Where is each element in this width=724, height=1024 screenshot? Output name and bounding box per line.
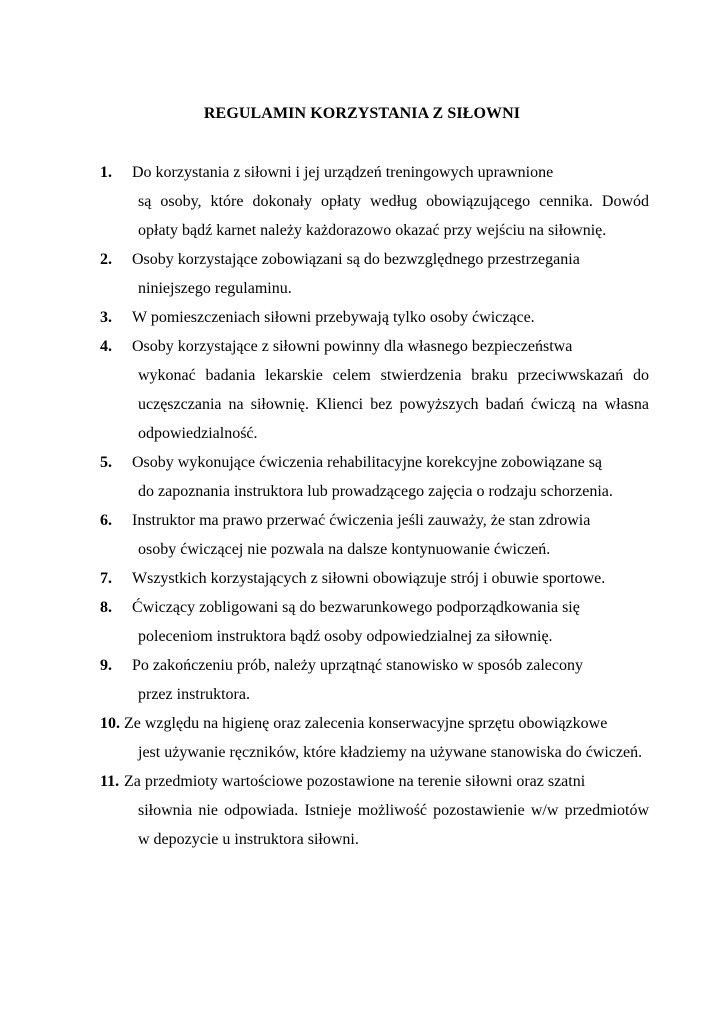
rule-item bbox=[100, 245, 649, 303]
rule-item bbox=[100, 332, 649, 448]
rule-first-line: Wszystkich korzystających z siłowni obowiązuje strój i obuwie sportowe. bbox=[132, 570, 606, 587]
rule-item bbox=[100, 506, 649, 564]
rule-text: siłownia nie odpowiada. Istnieje możliwość pozostawienie w/w przedmiotów w depozycie u instruktora siłowni. bbox=[138, 802, 649, 848]
rule-text: przez instruktora. bbox=[138, 686, 250, 703]
rule-first-line: Instruktor ma prawo przerwać ćwiczenia jeśli zauważy, że stan zdrowia bbox=[132, 512, 591, 529]
rule-item bbox=[100, 158, 649, 245]
rule-item bbox=[100, 303, 649, 332]
rule-number: 4. bbox=[100, 338, 112, 355]
rule-number: 5. bbox=[100, 454, 112, 471]
rule-first-line: Osoby korzystające z siłowni powinny dla własnego bezpieczeństwa bbox=[132, 338, 573, 355]
rule-text: niniejszego regulaminu. bbox=[138, 280, 292, 297]
rule-number: 7. bbox=[100, 570, 112, 587]
rule-first-line: Osoby korzystające zobowiązani są do bezwzględnego przestrzegania bbox=[132, 251, 580, 268]
page-title: REGULAMIN KORZYSTANIA Z SIŁOWNI bbox=[203, 105, 521, 122]
rule-number: 11. bbox=[100, 773, 120, 790]
rule-text: są osoby, które dokonały opłaty według obowiązującego cennika. Dowód opłaty bądź karnet należy każdorazowo okazać przy wejściu na siłownię. bbox=[138, 193, 649, 239]
rule-text: osoby ćwiczącej nie pozwala na dalsze kontynuowanie ćwiczeń. bbox=[138, 541, 551, 558]
rule-number: 3. bbox=[100, 309, 112, 326]
rule-text: wykonać badania lekarskie celem stwierdzenia braku przeciwwskazań do uczęszczania na siłownię. Klienci bez powyższych badań ćwiczą na własna odpowiedzialność. bbox=[138, 367, 649, 442]
rule-item bbox=[100, 564, 649, 593]
rule-first-line: Ze względu na higienę oraz zalecenia konserwacyjne sprzętu obowiązkowe bbox=[124, 715, 608, 732]
rule-first-line: Osoby wykonujące ćwiczenia rehabilitacyjne korekcyjne zobowiązane są bbox=[132, 454, 603, 471]
rule-item bbox=[100, 767, 649, 854]
rule-number: 10. bbox=[100, 715, 120, 732]
rule-text: jest używanie ręczników, które kładziemy na używane stanowiska do ćwiczeń. bbox=[138, 744, 643, 761]
rule-number: 8. bbox=[100, 599, 112, 616]
rule-item bbox=[100, 651, 649, 709]
rule-item bbox=[100, 448, 649, 506]
rule-first-line: Do korzystania z siłowni i jej urządzeń treningowych uprawnione bbox=[132, 164, 554, 181]
rule-item bbox=[100, 709, 649, 767]
rule-first-line: Ćwiczący zobligowani są do bezwarunkowego podporządkowania się bbox=[132, 599, 580, 616]
rule-text: do zapoznania instruktora lub prowadzącego zajęcia o rodzaju schorzenia. bbox=[138, 483, 613, 500]
rule-number: 1. bbox=[100, 164, 112, 181]
rule-first-line: W pomieszczeniach siłowni przebywają tylko osoby ćwiczące. bbox=[132, 309, 535, 326]
rule-text: poleceniom instruktora bądź osoby odpowiedzialnej za siłownię. bbox=[138, 628, 553, 645]
rule-number: 9. bbox=[100, 657, 112, 674]
rule-item bbox=[100, 593, 649, 651]
rule-number: 2. bbox=[100, 251, 112, 268]
rule-number: 6. bbox=[100, 512, 112, 529]
rule-first-line: Po zakończeniu prób, należy uprzątnąć stanowisko w sposób zalecony bbox=[132, 657, 583, 674]
rule-first-line: Za przedmioty wartościowe pozostawione na terenie siłowni oraz szatni bbox=[124, 773, 586, 790]
rules-list bbox=[100, 158, 649, 854]
